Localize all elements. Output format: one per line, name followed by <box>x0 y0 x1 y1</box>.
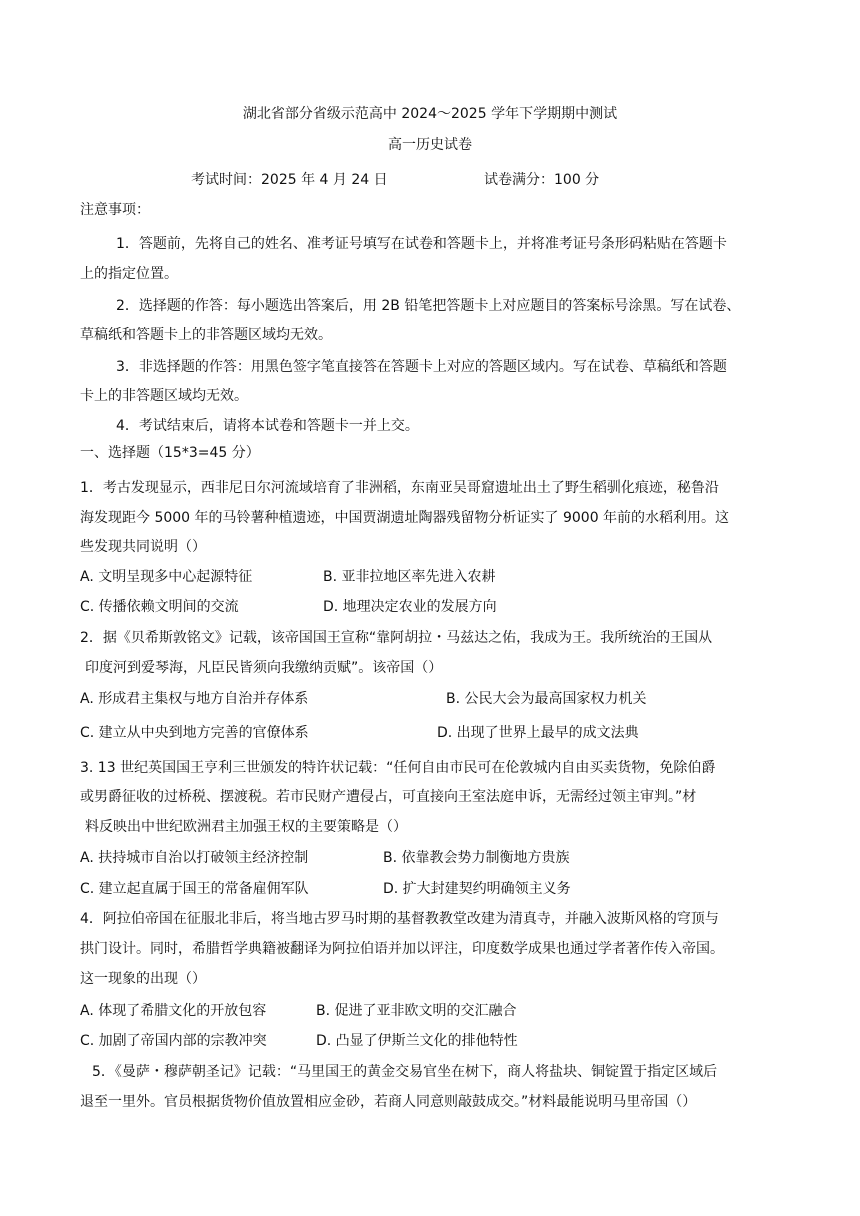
note-line: 上的指定位置。 <box>80 266 178 282</box>
question-text: 3. 13 世纪英国国王亨利三世颁发的特许状记载：“任何自由市民可在伦敦城内自由买卖货物，免除伯爵 <box>80 760 716 776</box>
option-b: B. 亚非拉地区率先进入农耕 <box>323 569 496 585</box>
question-text: 料反映出中世纪欧洲君主加强王权的主要策略是（） <box>85 819 407 835</box>
option-c: C. 建立从中央到地方完善的官僚体系 <box>80 725 309 741</box>
option-b: B. 促进了亚非欧文明的交汇融合 <box>316 1003 517 1019</box>
option-c: C. 加剧了帝国内部的宗教冲突 <box>80 1033 267 1049</box>
exam-subtitle: 高一历史试卷 <box>388 137 472 153</box>
option-a: A. 扶持城市自治以打破领主经济控制 <box>80 850 309 866</box>
note-line: 4．考试结束后，请将本试卷和答题卡一并上交。 <box>116 418 419 434</box>
question-text: 退至一里外。官员根据货物价值放置相应金砂，若商人同意则敲鼓成交。”材料最能说明马里帝国（） <box>80 1094 697 1110</box>
question-text: 2．据《贝希斯敦铭文》记载，该帝国国王宣称“靠阿胡拉・马兹达之佑，我成为王。我所统治的王国从 <box>80 630 713 646</box>
exam-title: 湖北省部分省级示范高中 2024～2025 学年下学期期中测试 <box>242 106 618 122</box>
question-text: 海发现距今 5000 年的马铃薯种植遗迹，中国贾湖遗址陶器残留物分析证实了 9000 年前的水稻利用。这 <box>80 510 730 526</box>
option-a: A. 文明呈现多中心起源特征 <box>80 569 253 585</box>
option-d: D. 地理决定农业的发展方向 <box>323 599 497 615</box>
note-line: 3．非选择题的作答：用黑色签字笔直接答在答题卡上对应的答题区域内。写在试卷、草稿纸和答题 <box>116 359 727 375</box>
option-d: D. 出现了世界上最早的成文法典 <box>437 725 639 741</box>
option-d: D. 凸显了伊斯兰文化的排他特性 <box>316 1033 518 1049</box>
exam-time: 考试时间：2025 年 4 月 24 日 <box>191 172 388 188</box>
option-c: C. 传播依赖文明间的交流 <box>80 599 239 615</box>
option-a: A. 体现了希腊文化的开放包容 <box>80 1003 267 1019</box>
option-a: A. 形成君主集权与地方自治并存体系 <box>80 691 309 707</box>
note-line: 1．答题前，先将自己的姓名、准考证号填写在试卷和答题卡上，并将准考证号条形码粘贴在答题卡 <box>116 236 727 252</box>
option-c: C. 建立起直属于国王的常备雇佣军队 <box>80 881 309 897</box>
note-line: 2．选择题的作答：每小题选出答案后，用 2B 铅笔把答题卡上对应题目的答案标号涂黑。写在试卷、 <box>116 298 741 314</box>
question-text: 5．《曼萨・穆萨朝圣记》记载：“马里国王的黄金交易官坐在树下，商人将盐块、铜锭置于指定区域后 <box>92 1064 718 1080</box>
note-line: 卡上的非答题区域均无效。 <box>80 388 248 404</box>
notes-heading: 注意事项： <box>80 202 150 218</box>
option-d: D. 扩大封建契约明确领主义务 <box>383 881 571 897</box>
question-text: 拱门设计。同时，希腊哲学典籍被翻译为阿拉伯语并加以评注，印度数学成果也通过学者著作传入帝国。 <box>80 941 724 957</box>
note-line: 草稿纸和答题卡上的非答题区域均无效。 <box>80 327 332 343</box>
option-b: B. 依靠教会势力制衡地方贵族 <box>383 850 570 866</box>
full-score: 试卷满分：100 分 <box>484 172 600 188</box>
question-text: 些发现共同说明（） <box>80 539 206 555</box>
section-heading: 一、选择题（15*3=45 分） <box>80 445 260 461</box>
question-text: 或男爵征收的过桥税、摆渡税。若市民财产遭侵占，可直接向王室法庭申诉，无需经过领主审判。”材 <box>80 789 697 805</box>
question-text: 4．阿拉伯帝国在征服北非后，将当地古罗马时期的基督教教堂改建为清真寺，并融入波斯风格的穹顶与 <box>80 911 719 927</box>
question-text: 印度河到爱琴海，凡臣民皆须向我缴纳贡赋”。该帝国（） <box>85 660 443 676</box>
question-text: 1．考古发现显示，西非尼日尔河流域培育了非洲稻，东南亚吴哥窟遗址出土了野生稻驯化痕迹，秘鲁沿 <box>80 480 719 496</box>
option-b: B. 公民大会为最高国家权力机关 <box>446 691 647 707</box>
question-text: 这一现象的出现（） <box>80 971 206 987</box>
